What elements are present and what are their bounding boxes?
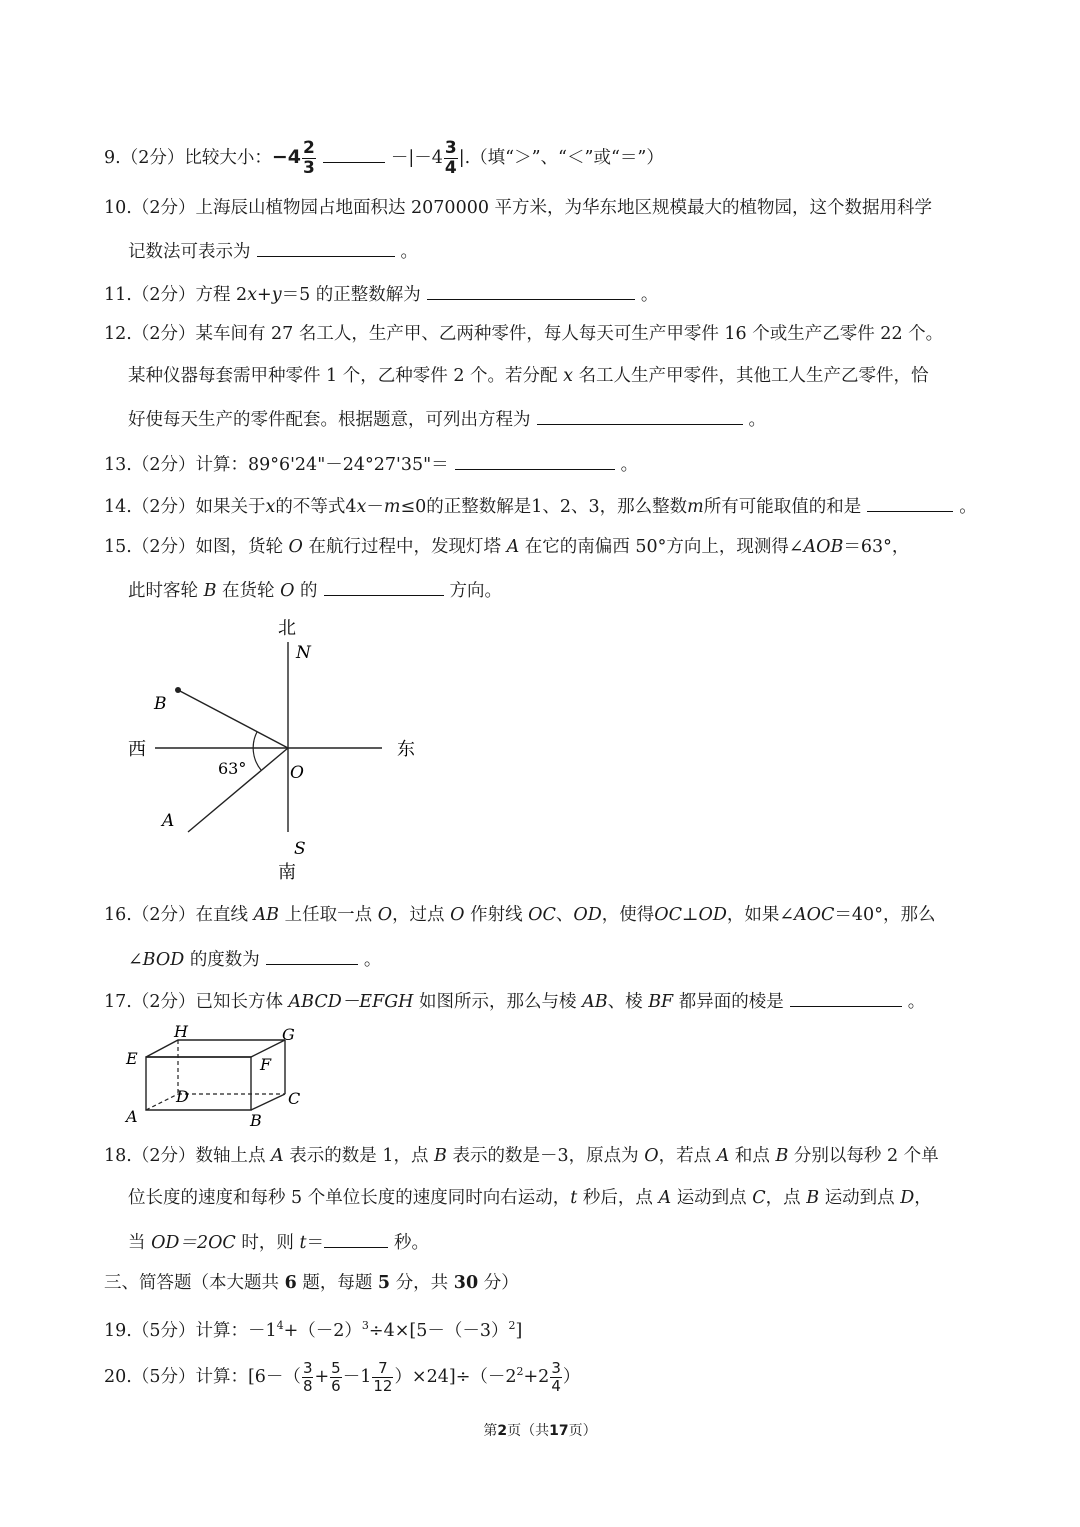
q9-f1-denominator: 3 [302,158,315,178]
q18-point-B2: B [775,1146,789,1166]
footer-post: 页） [568,1423,597,1439]
label-B: B [250,1111,262,1130]
q15-line1-mid2: 在它的南偏西 50°方向上，现测得∠ [524,537,804,557]
q16-line2-post: 。 [363,950,382,970]
q14-mid2: － [366,497,384,517]
label-south-cn: 南 [278,862,296,883]
question-19 [104,1314,522,1343]
q9-f2-numerator: 3 [444,138,457,158]
q14-end: 。 [959,497,977,517]
q15-line1-mid: 在航行过程中，发现灯塔 [308,537,501,557]
section3-mid2: 分，共 [395,1273,449,1293]
q14-post: 所有可能取值的和是 [703,497,862,517]
q18-point-B: B [434,1146,447,1166]
hidden-edge-AD [146,1094,178,1110]
q18-line3-a: 时，则 [241,1233,294,1253]
q15-point-A: A [506,537,520,557]
q14-var-x2: x [356,497,367,517]
q17-post: 都异面的棱是 [678,992,784,1012]
label-H: H [174,1022,188,1041]
cuboid-figure [118,1022,318,1132]
q12-line3-post: 。 [748,410,766,430]
q16-line1-a: 上任取一点 [284,905,373,925]
q11-post: ＝5 的正整数解为 [281,285,421,305]
q20-minus: －1 [342,1366,372,1387]
question-14 [104,493,977,519]
q18-line1-post: 分别以每秒 2 个单 [793,1146,939,1166]
q15-angle-AOB: AOB [803,537,844,557]
q20-plus: + [314,1366,330,1387]
q18-answer-blank[interactable] [324,1229,388,1248]
q20-pre: 20.（5分）计算：[6－（ [104,1366,301,1387]
q9-f2-denominator: 4 [444,158,457,178]
q19-exp-1: 4 [276,1319,284,1332]
q15-point-O: O [288,537,303,557]
q17-mid: 如图所示，那么与棱 [419,992,577,1012]
q20-f3-den: 12 [373,1376,393,1395]
q20-mid2: +2 [523,1366,550,1387]
q16-sep: 、 [555,905,574,925]
label-G: G [282,1025,295,1044]
q19-mid: +（－2） [283,1320,362,1341]
page-footer [0,1420,1080,1440]
q18-line2-c: ，点 [765,1188,801,1208]
angle-arc [253,732,261,770]
label-east-cn: 东 [397,739,415,760]
question-18-line-3 [128,1229,429,1255]
q18-line1-pre: 18.（2分）数轴上点 [104,1146,266,1166]
q14-answer-blank[interactable] [867,493,953,512]
q16-perp: OC⊥OD [654,905,727,925]
q18-line2-post: ， [914,1188,932,1208]
q20-frac-3 [372,1358,393,1395]
q20-post: ） [562,1366,581,1387]
q14-pre: 14.（2分）如果关于 [104,497,266,517]
q18-line1-c: ，若点 [658,1146,712,1166]
label-S: S [294,839,306,859]
q20-f1-num: 3 [302,1358,313,1377]
question-17 [104,988,925,1014]
q11-end: 。 [640,285,659,305]
section3-post: 分） [483,1273,519,1293]
q12-line2-post: 名工人生产甲零件，其他工人生产乙零件，恰 [578,366,929,386]
q13-pre: 13.（2分）计算：89°6'24"－24°27'35"＝ [104,455,449,475]
q18-line1-a: 表示的数是 1，点 [289,1146,429,1166]
q11-pre: 11.（2分）方程 2 [104,285,248,305]
q14-var-m: m [383,497,401,517]
q16-angle-AOC: AOC [794,905,835,925]
q17-edge-BF: BF [648,992,674,1012]
q10-line1-text: 10.（2分）上海辰山植物园占地面积达 2070000 平方米，为华东地区规模最大的植物园，这个数据用科学 [104,198,933,218]
q18-line2-a: 秒后，点 [582,1188,653,1208]
q16-ray-OC: OC [528,905,556,925]
footer-pre: 第 [483,1423,498,1439]
q16-angle-BOD: BOD [142,950,185,970]
q15-answer-blank[interactable] [324,577,444,596]
q9-fraction-1 [302,140,316,177]
q9-fraction-2 [444,140,458,177]
question-20 [104,1360,580,1394]
q18-line3-post: 秒。 [394,1233,430,1253]
q16-line2-pre: ∠ [128,950,143,970]
q9-prefix: 9.（2分）比较大小： [104,148,272,168]
q18-equation: OD＝2OC [151,1233,236,1253]
q12-line1-text: 12.（2分）某车间有 27 名工人，生产甲、乙两种零件，每人每天可生产甲零件 16 个或生产乙零件 22 个。 [104,324,944,344]
label-F: F [260,1055,272,1074]
label-north-cn: 北 [278,618,296,639]
q17-edge-AB: AB [582,992,608,1012]
q15-line2-pre: 此时客轮 [128,581,198,601]
q15-line1-post: ＝63°， [843,537,910,557]
q18-var-t: t [570,1188,578,1208]
q18-line2-d: 运动到点 [824,1188,895,1208]
footer-total-pages: 17 [549,1423,569,1439]
q18-line2-pre: 位长度的速度和每秒 5 个单位长度的速度同时向右运动， [128,1188,571,1208]
q19-pre: 19.（5分）计算：－1 [104,1320,277,1341]
q17-pre: 17.（2分）已知长方体 [104,992,283,1012]
edge-BC [251,1094,285,1110]
q9-f1-numerator: 2 [302,138,315,158]
q20-frac-2 [330,1358,342,1395]
question-16-line-2 [128,946,381,972]
q11-answer-blank[interactable] [427,281,635,300]
q18-point-A: A [271,1146,284,1166]
q14-mid1: 的不等式4 [275,497,357,517]
q18-point-A3: A [658,1188,672,1208]
question-18-line-1 [104,1144,939,1168]
q20-frac-4 [550,1358,562,1395]
q18-point-B3: B [806,1188,820,1208]
q18-point-O: O [644,1146,659,1166]
section3-count: 6 [284,1273,297,1293]
q20-mid: ）×24]÷（－2 [394,1366,517,1387]
question-16-line-1 [104,903,935,927]
q15-point-O2: O [280,581,295,601]
label-B: B [154,694,167,714]
question-15-line-1 [104,535,909,559]
q10-line2-pre: 记数法可表示为 [128,242,251,262]
q20-f1-den: 8 [302,1376,313,1395]
label-angle-63: 63° [218,759,247,778]
question-9 [104,140,664,177]
q13-post: 。 [620,455,639,475]
q20-f2-den: 6 [331,1376,341,1395]
q20-f3-num: 7 [372,1361,393,1378]
label-A: A [162,811,175,831]
q20-f2-num: 5 [331,1358,341,1377]
q16-ray-OD: OD [573,905,602,925]
q15-line2-mid: 在货轮 [222,581,275,601]
footer-page-number: 2 [497,1423,508,1439]
q16-line1-b: ，过点 [392,905,445,925]
q11-plus: + [257,285,272,305]
question-13 [104,451,638,477]
label-A: A [126,1107,138,1126]
q12-answer-blank[interactable] [537,406,743,425]
q18-var-t2: t [299,1233,307,1253]
q10-answer-blank[interactable] [257,238,395,257]
question-12-line-1 [104,322,943,346]
q14-mid3: ≤0的正整数解是1、2、3，那么整数 [400,497,688,517]
q15-line1-pre: 15.（2分）如图，货轮 [104,537,283,557]
q16-line1-c: 作射线 [470,905,523,925]
q9-answer-blank[interactable] [323,144,385,163]
q15-point-B: B [203,581,217,601]
q18-line2-b: 运动到点 [676,1188,747,1208]
q15-line2-mid2: 的 [300,581,318,601]
q20-f4-den: 4 [551,1376,561,1395]
q12-var-x: x [563,366,573,386]
q14-var-x: x [265,497,276,517]
q11-var-y: y [271,285,282,305]
q12-line2-pre: 某种仪器每套需甲种零件 1 个，乙种零件 2 个。若分配 [128,366,558,386]
q20-f4-num: 3 [551,1358,561,1377]
section-3-heading [104,1271,519,1295]
section3-score-each: 5 [377,1273,391,1293]
q9-suffix: |.（填“＞”、“＜”或“＝”） [458,148,664,168]
q13-answer-blank[interactable] [455,451,615,470]
q18-line1-d: 和点 [734,1146,770,1166]
q9-mixed-whole: −4 [271,146,301,168]
q20-exp: 2 [516,1365,524,1378]
q16-point-O2: O [450,905,465,925]
q17-sep: 、棱 [607,992,643,1012]
label-D: D [176,1087,189,1106]
q16-line1-d: ，使得 [601,905,655,925]
label-O: O [290,763,304,783]
q16-answer-blank[interactable] [266,946,358,965]
label-C: C [288,1089,301,1108]
question-12-line-3 [128,406,766,432]
q18-point-D: D [900,1188,915,1208]
ray-OB [178,690,288,748]
question-11 [104,281,658,307]
q16-point-O: O [377,905,393,925]
q18-line1-b: 表示的数是－3，原点为 [452,1146,639,1166]
point-B-dot [175,687,181,693]
q18-point-C: C [752,1188,766,1208]
footer-mid: 页（共 [507,1423,550,1439]
question-18-line-2 [128,1186,932,1210]
q19-mid2: ÷4×[5－（－3） [368,1320,509,1341]
question-10-line-2 [128,238,418,264]
q18-line3-pre: 当 [128,1233,146,1253]
q16-line1-pre: 16.（2分）在直线 [104,905,248,925]
q11-var-x: x [247,285,258,305]
q17-answer-blank[interactable] [790,988,902,1007]
q15-line2-post: 方向。 [449,581,503,601]
question-10-line-1 [104,196,932,220]
q16-line1-e: ，如果∠ [726,905,795,925]
q12-line3-pre: 好使每天生产的零件配套。根据题意，可列出方程为 [128,410,531,430]
q16-line2-mid: 的度数为 [189,950,260,970]
question-15-line-2 [128,577,502,603]
q19-exp-2: 3 [361,1319,369,1332]
q18-line3-b: ＝ [306,1233,325,1253]
q18-point-A2: A [716,1146,730,1166]
section3-total: 30 [453,1273,479,1293]
q16-line-AB: AB [253,905,280,925]
compass-direction-figure [110,612,440,892]
question-12-line-2 [128,364,929,388]
label-N: N [296,643,311,663]
section3-mid: 题，每题 [302,1273,373,1293]
q14-var-m2: m [687,497,704,517]
q19-post: ] [515,1320,523,1341]
label-west-cn: 西 [128,739,146,760]
q9-mid: －|－4 [390,148,443,168]
label-E: E [126,1049,138,1068]
q19-exp-3: 2 [508,1319,516,1332]
q16-line1-post: ＝40°，那么 [834,905,936,925]
q20-frac-1 [302,1358,314,1395]
q17-cuboid-name: ABCD－EFGH [288,992,414,1012]
q10-line2-post: 。 [400,242,418,262]
section3-pre: 三、简答题（本大题共 [104,1273,279,1293]
q17-end: 。 [907,992,926,1012]
